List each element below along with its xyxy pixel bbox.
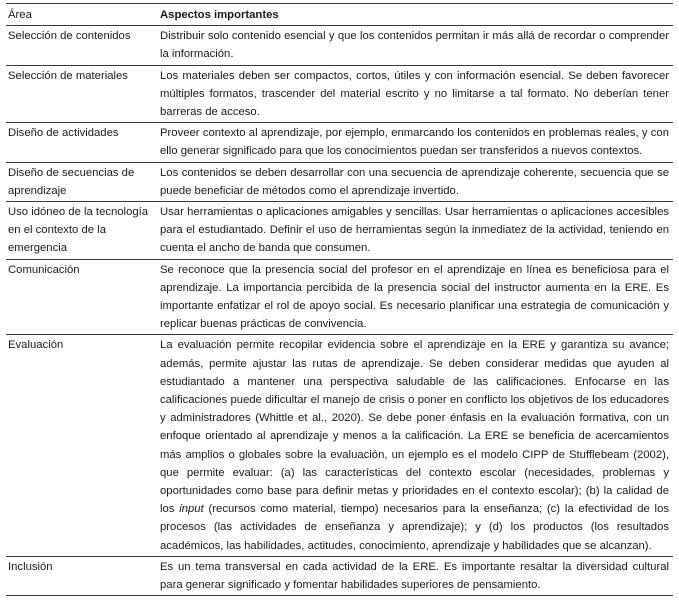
area-cell: Uso idóneo de la tecnología en el contexto de la emergencia [6,202,158,260]
table-row [6,26,673,65]
aspect-cell: Distribuir solo contenido esencial y que los contenidos permitan ir más allá de recordar o comprender la información. [158,26,673,65]
table-row [6,259,673,335]
table-header-row [6,4,673,26]
table-row [6,202,673,260]
aspect-cell: Se reconoce que la presencia social del profesor en el aprendizaje en línea es beneficiosa para el aprendizaje. La importancia percibida de la presencia social del instructor aumenta en la ERE. Es importante enfatizar el rol de apoyo social. Es necesario planificar una estrategia de comunicación y replicar buenas prácticas de convivencia. [158,259,673,335]
area-cell: Comunicación [6,259,158,335]
area-cell: Inclusión [6,556,158,595]
evaluation-text-start: La evaluación permite recopilar evidencia sobre el aprendizaje en la ERE y garantiza su avance; además, permite ajustar las rutas de aprendizaje. Se deben considerar medidas que ayuden al estudiantado a mantener una perspectiva saludable de las calificaciones. Enfocarse en las calificaciones puede dificultar el manejo de crisis o poner en conflicto los objetivos de los educadores y administradores (Whittle et al., 2020). Se debe poner énfasis en la evaluación formativa, con un enfoque orientado al aprendizaje y menos a la calificación. La ERE se beneficia de acercamientos más amplios o globales sobre la evaluación, un ejemplo es el modelo CIPP de Stufflebeam (2002), que permite evaluar: (a) las características del contexto escolar (necesidades, problemas y oportunidades como base para definir metas y prioridades en el contexto escolar); (b) la calidad de los [160,339,669,516]
area-cell: Diseño de actividades [6,123,158,162]
table-row [6,123,673,162]
aspect-cell: Proveer contexto al aprendizaje, por ejemplo, enmarcando los contenidos en problemas reales, y con ello generar significado para que los conocimientos puedan ser transferidos a nuevos contextos. [158,123,673,162]
aspect-cell: Los contenidos se deben desarrollar con una secuencia de aprendizaje coherente, secuencia que se puede beneficiar de métodos como el aprendizaje invertido. [158,162,673,201]
evaluation-text-end: (recursos como material, tiempo) necesarios para la enseñanza; (c) la efectividad de los procesos (las actividades de enseñanza y aprendizaje); y (d) los productos (los resultados académicos, las habilidades, actitudes, conocimiento, aprendizaje y habilidades que se alcanzan). [160,503,669,552]
table-row [6,556,673,595]
header-area: Área [6,4,158,26]
area-cell: Diseño de secuencias de aprendizaje [6,162,158,201]
table-row [6,162,673,201]
table-row [6,65,673,123]
area-cell: Selección de materiales [6,65,158,123]
header-aspects: Aspectos importantes [158,4,673,26]
area-cell: Selección de contenidos [6,26,158,65]
aspect-cell: Los materiales deben ser compactos, cortos, útiles y con información esencial. Se deben favorecer múltiples formatos, trascender del material escrito y no limitarse a tal formato. No deberían tener barreras de acceso. [158,65,673,123]
aspects-table [6,3,673,596]
aspect-cell [158,335,673,556]
area-cell: Evaluación [6,335,158,556]
aspect-cell: Usar herramientas o aplicaciones amigables y sencillas. Usar herramientas o aplicaciones accesibles para el estudiantado. Definir el uso de herramientas según la inmediatez de la actividad, teniendo en cuenta el ancho de banda que consumen. [158,202,673,260]
aspect-cell: Es un tema transversal en cada actividad de la ERE. Es importante resaltar la diversidad cultural para generar significado y fomentar habilidades superiores de pensamiento. [158,556,673,595]
table-row [6,335,673,556]
evaluation-text-italic: input [179,503,204,516]
